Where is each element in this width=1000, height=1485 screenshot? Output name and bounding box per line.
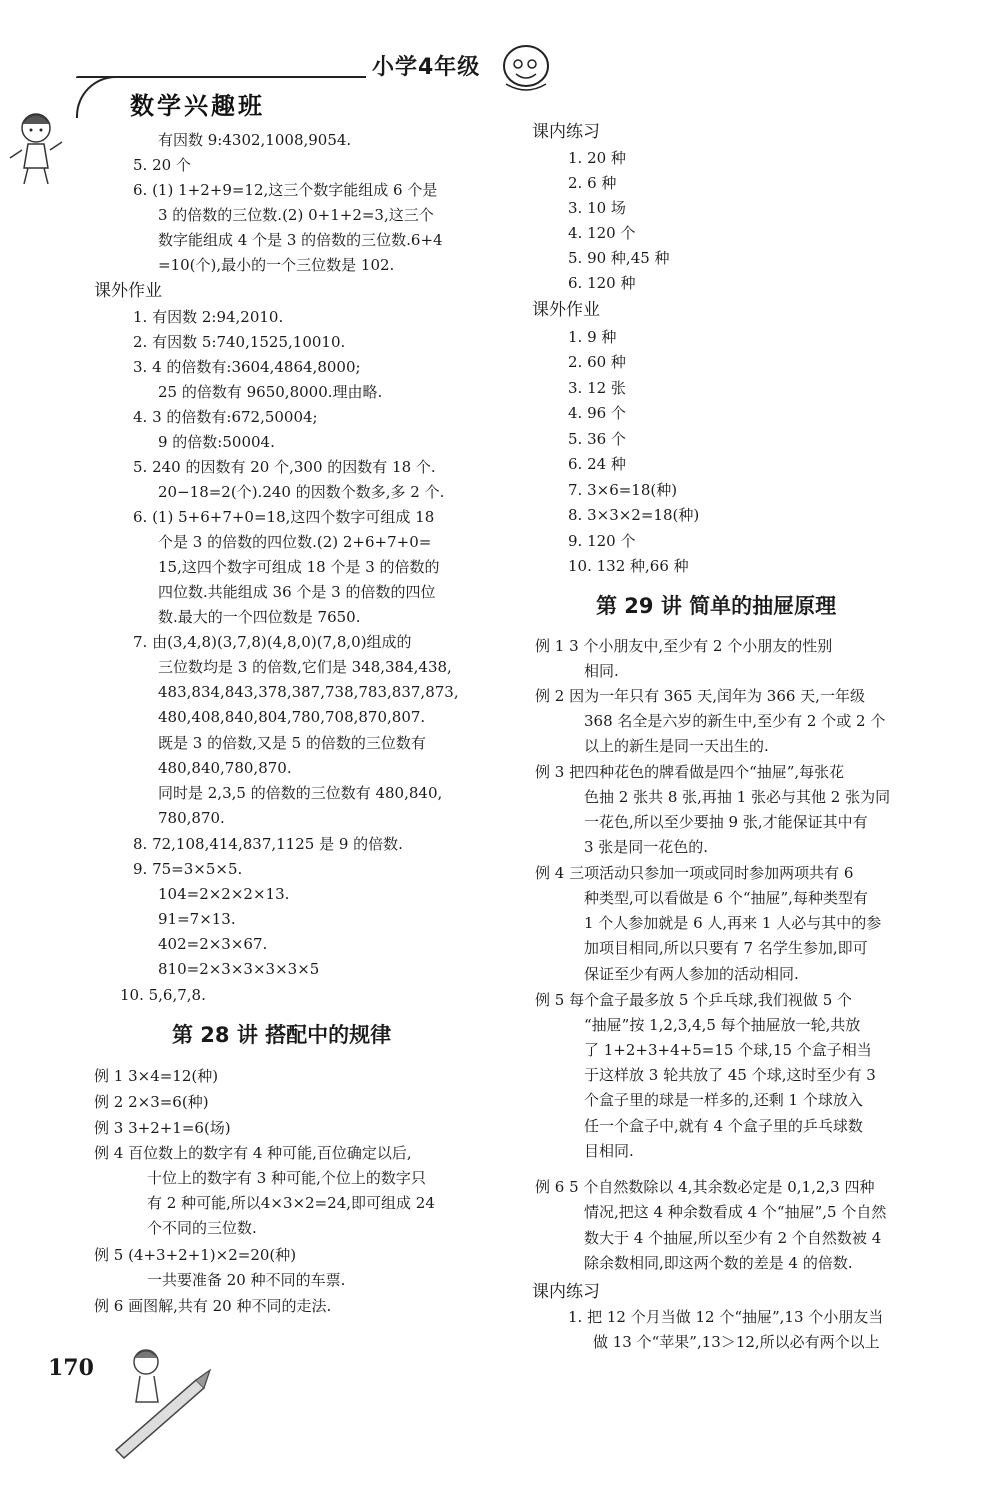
text-line: 有 2 种可能,所以4×3×2=24,即可组成 24 <box>147 1194 435 1212</box>
section-heading: 课外作业 <box>532 300 600 320</box>
text-line: 例 6 画图解,共有 20 种不同的走法. <box>94 1297 332 1315</box>
text-line: 2. 60 种 <box>568 353 626 371</box>
text-line: 4. 3 的倍数有:672,50004; <box>133 408 318 426</box>
header-rule <box>76 76 366 78</box>
text-line: 四位数.共能组成 36 个是 3 的倍数的四位 <box>158 583 436 601</box>
text-line: 除余数相同,即这两个数的差是 4 的倍数. <box>584 1254 853 1272</box>
text-line: 数大于 4 个抽屉,所以至少有 2 个自然数被 4 <box>584 1229 882 1247</box>
text-line: 9. 75=3×5×5. <box>133 860 243 878</box>
text-line: 9. 120 个 <box>568 532 636 550</box>
text-line: 8. 72,108,414,837,1125 是 9 的倍数. <box>133 835 403 853</box>
chapter-title: 第 29 讲 简单的抽屉原理 <box>596 594 837 618</box>
text-line: 以上的新生是同一天出生的. <box>584 737 769 755</box>
text-line: 例 1 3×4=12(种) <box>94 1067 219 1085</box>
text-line: 三位数均是 3 的倍数,它们是 348,384,438, <box>158 658 452 676</box>
text-line: 3. 4 的倍数有:3604,4864,8000; <box>133 358 361 376</box>
text-line: 既是 3 的倍数,又是 5 的倍数的三位数有 <box>158 734 426 752</box>
text-line: 483,834,843,378,387,738,783,837,873, <box>158 683 459 701</box>
text-line: 104=2×2×2×13. <box>158 885 290 903</box>
text-line: 2. 有因数 5:740,1525,10010. <box>133 333 346 351</box>
text-line: 任一个盒子中,就有 4 个盒子里的乒乓球数 <box>584 1117 863 1135</box>
text-line: 368 名全是六岁的新生中,至少有 2 个或 2 个 <box>584 712 886 730</box>
text-line: 种类型,可以看做是 6 个“抽屉”,每种类型有 <box>584 889 868 907</box>
text-line: 1. 9 种 <box>568 328 617 346</box>
text-line: 一花色,所以至少要抽 9 张,才能保证其中有 <box>584 813 868 831</box>
text-line: 保证至少有两人参加的活动相同. <box>584 965 799 983</box>
text-line: 6. (1) 5+6+7+0=18,这四个数字可组成 18 <box>133 508 435 526</box>
text-line: 于这样放 3 轮共放了 45 个球,这时至少有 3 <box>584 1066 876 1084</box>
text-line: 6. 24 种 <box>568 455 626 473</box>
text-line: 6. (1) 1+2+9=12,这三个数字能组成 6 个是 <box>133 181 438 199</box>
text-line: 做 13 个“苹果”,13＞12,所以必有两个以上 <box>593 1333 880 1351</box>
text-line: 480,408,840,804,780,708,870,807. <box>158 708 426 726</box>
text-line: 3. 12 张 <box>568 379 626 397</box>
text-line: =10(个),最小的一个三位数是 102. <box>158 256 395 274</box>
text-line: “抽屉”按 1,2,3,4,5 每个抽屉放一轮,共放 <box>584 1016 861 1034</box>
chapter-title: 第 28 讲 搭配中的规律 <box>172 1023 392 1047</box>
text-line: 目相同. <box>584 1142 634 1160</box>
text-line: 5. 240 的因数有 20 个,300 的因数有 18 个. <box>133 458 436 476</box>
text-line: 一共要准备 20 种不同的车票. <box>147 1271 346 1289</box>
text-line: 4. 96 个 <box>568 404 626 422</box>
text-line: 3 张是同一花色的. <box>584 838 709 856</box>
text-line: 情况,把这 4 种余数看成 4 个“抽屉”,5 个自然 <box>584 1203 887 1221</box>
text-line: 5. 36 个 <box>568 430 626 448</box>
text-line: 例 3 3+2+1=6(场) <box>94 1119 231 1137</box>
text-line: 5. 20 个 <box>133 156 191 174</box>
text-line: 780,870. <box>158 809 225 827</box>
boy-on-pencil-icon <box>96 1340 216 1460</box>
text-line: 3 的倍数的三位数.(2) 0+1+2=3,这三个 <box>158 206 434 224</box>
text-line: 加项目相同,所以只要有 7 名学生参加,即可 <box>584 939 868 957</box>
text-line: 例 4 三项活动只参加一项或同时参加两项共有 6 <box>535 864 854 882</box>
girl-mascot-icon <box>6 98 76 190</box>
mascot-face-icon <box>498 40 554 98</box>
book-title: 数学兴趣班 <box>130 92 265 120</box>
text-line: 4. 120 个 <box>568 224 636 242</box>
text-line: 480,840,780,870. <box>158 759 292 777</box>
text-line: 例 2 因为一年只有 365 天,闰年为 366 天,一年级 <box>535 687 865 705</box>
text-line: 20−18=2(个).240 的因数个数多,多 2 个. <box>158 483 445 501</box>
text-line: 色抽 2 张共 8 张,再抽 1 张必与其他 2 张为同 <box>584 788 891 806</box>
text-line: 25 的倍数有 9650,8000.理由略. <box>158 383 383 401</box>
text-line: 个不同的三位数. <box>147 1219 257 1237</box>
grade-label: 小学4年级 <box>372 55 481 80</box>
text-line: 8. 3×3×2=18(种) <box>568 506 700 524</box>
text-line: 数字能组成 4 个是 3 的倍数的三位数.6+4 <box>158 231 443 249</box>
text-line: 1 个人参加就是 6 人,再来 1 人必与其中的参 <box>584 914 882 932</box>
text-line: 10. 132 种,66 种 <box>568 557 689 575</box>
text-line: 个是 3 的倍数的四位数.(2) 2+6+7+0= <box>158 533 432 551</box>
text-line: 例 2 2×3=6(种) <box>94 1093 209 1111</box>
text-line: 7. 3×6=18(种) <box>568 481 678 499</box>
text-line: 5. 90 种,45 种 <box>568 249 670 267</box>
text-line: 十位上的数字有 3 种可能,个位上的数字只 <box>147 1169 426 1187</box>
text-line: 810=2×3×3×3×3×5 <box>158 960 320 978</box>
section-heading: 课外作业 <box>94 281 162 301</box>
text-line: 了 1+2+3+4+5=15 个球,15 个盒子相当 <box>584 1041 872 1059</box>
text-line: 3. 10 场 <box>568 199 626 217</box>
text-line: 例 6 5 个自然数除以 4,其余数必定是 0,1,2,3 四种 <box>535 1178 875 1196</box>
text-line: 7. 由(3,4,8)(3,7,8)(4,8,0)(7,8,0)组成的 <box>133 633 412 651</box>
text-line: 数.最大的一个四位数是 7650. <box>158 608 361 626</box>
text-line: 10. 5,6,7,8. <box>120 986 206 1004</box>
page-number: 170 <box>48 1355 94 1381</box>
text-line: 个盒子里的球是一样多的,还剩 1 个球放入 <box>584 1091 863 1109</box>
text-line: 相同. <box>584 662 619 680</box>
text-line: 6. 120 种 <box>568 274 636 292</box>
text-line: 402=2×3×67. <box>158 935 268 953</box>
text-line: 例 5 (4+3+2+1)×2=20(种) <box>94 1246 297 1264</box>
text-line: 同时是 2,3,5 的倍数的三位数有 480,840, <box>158 784 443 802</box>
text-line: 1. 有因数 2:94,2010. <box>133 308 284 326</box>
text-line: 例 4 百位数上的数字有 4 种可能,百位确定以后, <box>94 1144 412 1162</box>
text-line: 1. 把 12 个月当做 12 个“抽屉”,13 个小朋友当 <box>568 1308 884 1326</box>
text-line: 91=7×13. <box>158 910 236 928</box>
header-rule-curve <box>76 76 118 118</box>
section-heading: 课内练习 <box>532 1282 600 1302</box>
section-heading: 课内练习 <box>532 122 600 142</box>
text-line: 15,这四个数字可组成 18 个是 3 的倍数的 <box>158 558 440 576</box>
text-line: 9 的倍数:50004. <box>158 433 275 451</box>
text-line: 例 3 把四种花色的牌看做是四个“抽屉”,每张花 <box>535 763 845 781</box>
text-line: 例 5 每个盒子最多放 5 个乒乓球,我们视做 5 个 <box>535 991 853 1009</box>
text-line: 例 1 3 个小朋友中,至少有 2 个小朋友的性别 <box>535 637 833 655</box>
text-line: 1. 20 种 <box>568 149 626 167</box>
text-line: 2. 6 种 <box>568 174 617 192</box>
text-line: 有因数 9:4302,1008,9054. <box>158 131 352 149</box>
